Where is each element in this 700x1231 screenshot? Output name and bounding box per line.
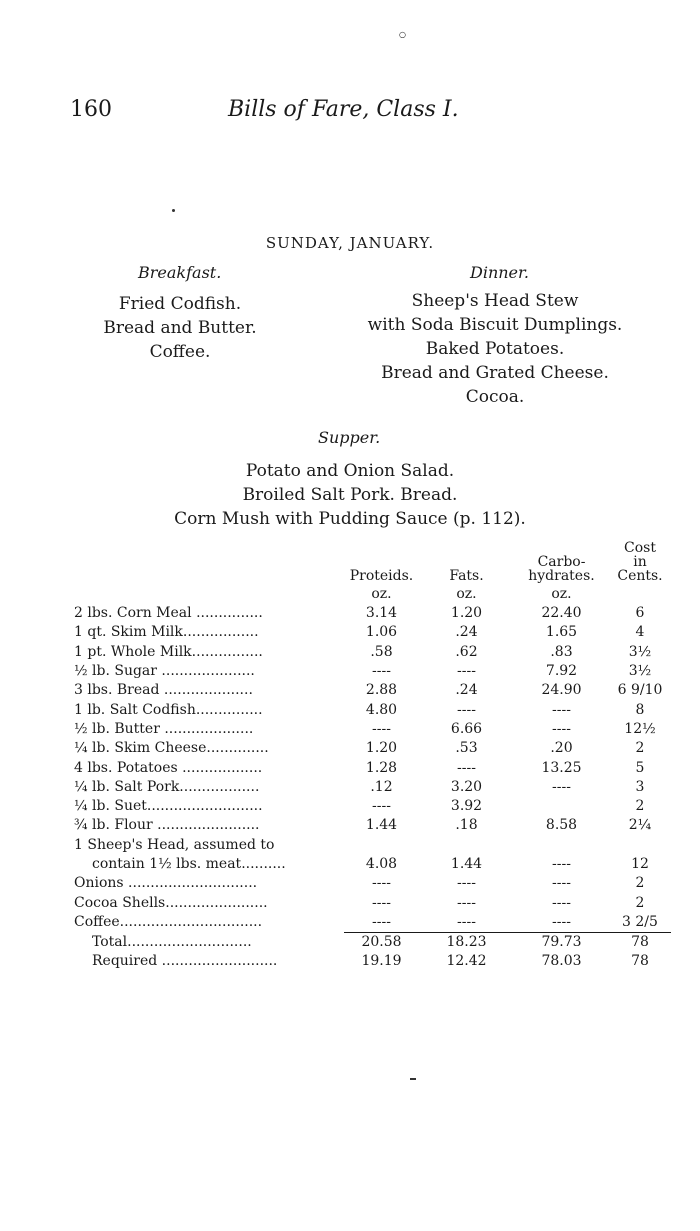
proteids-cell: 2.88 (365, 682, 398, 699)
menu-item: Bread and Butter. (103, 318, 257, 338)
cost-cell: 3½ (628, 663, 652, 680)
proteids-cell: ---- (372, 913, 391, 930)
cost-cell: 2 (635, 894, 645, 911)
fats-cell: 1.44 (450, 856, 483, 872)
proteids-cell: .58 (370, 643, 393, 660)
cost-cell: 3½ (628, 643, 652, 660)
carbo-cell: ---- (552, 913, 571, 930)
table-header-row (74, 541, 671, 585)
table-row (74, 893, 671, 912)
cost-cell: 6 9/10 (617, 682, 663, 699)
total-label: Total............................ (92, 933, 252, 950)
ingredient-cell: 1 Sheep's Head, assumed to (74, 836, 275, 853)
proteids-header: Proteids. (349, 568, 414, 584)
menu-item: Baked Potatoes. (425, 339, 565, 359)
ingredient-cell: 4 lbs. Potatoes .................. (74, 759, 263, 776)
fats-cell: .24 (455, 682, 478, 699)
table-row (74, 623, 671, 642)
nutrition-table (74, 541, 671, 972)
menu-item: Sheep's Head Stew (411, 291, 579, 311)
carbo-cell: .20 (550, 740, 573, 757)
carbo-cell: ---- (552, 778, 571, 795)
menu-item: Broiled Salt Pork. Bread. (242, 485, 458, 505)
unit-label: oz. (551, 586, 572, 602)
carbo-cell: .83 (550, 643, 573, 660)
ingredient-cell: ½ lb. Butter .................... (74, 720, 254, 737)
ink-dot (172, 209, 175, 212)
menu-item: Potato and Onion Salad. (245, 461, 455, 481)
proteids-cell: 1.28 (365, 759, 398, 776)
proteids-cell: 4.08 (365, 856, 398, 872)
fats-cell: ---- (457, 875, 476, 892)
ingredient-cell: ¼ lb. Suet.......................... (74, 798, 263, 815)
fats-cell: .62 (455, 643, 478, 660)
table-row (74, 836, 671, 855)
proteids-cell: ---- (372, 875, 391, 892)
cost-cell: 2 (635, 875, 645, 892)
ingredient-cell: ½ lb. Sugar ..................... (74, 663, 255, 680)
carbo-cell: ---- (552, 701, 571, 718)
carbo-cell (514, 836, 609, 855)
menu-item: Coffee. (149, 342, 211, 362)
table-row (74, 662, 671, 681)
fats-cell: 6.66 (450, 720, 483, 737)
dinner-heading: Dinner. (470, 263, 529, 282)
carbo-cell: 7.92 (545, 663, 578, 680)
fats-cell: ---- (457, 913, 476, 930)
table-row (74, 739, 671, 758)
breakfast-heading: Breakfast. (138, 263, 222, 282)
table-row (74, 643, 671, 662)
fats-cell: ---- (457, 894, 476, 911)
units-row (74, 585, 671, 604)
cost-cell: 2¼ (628, 817, 652, 834)
proteids-cell: 3.14 (365, 605, 398, 622)
ingredient-cell: 1 qt. Skim Milk................. (74, 624, 259, 641)
carbo-cell: ---- (552, 875, 571, 892)
running-title: Bills of Fare, Class I. (228, 97, 459, 122)
cost-cell: 5 (635, 759, 645, 776)
fats-cell: 3.20 (450, 778, 483, 795)
carbo-cell: 8.58 (545, 817, 578, 834)
required-label: Required .......................... (92, 953, 278, 970)
proteids-cell: ---- (372, 894, 391, 911)
fats-header: Fats. (449, 568, 484, 584)
cost-cell: 12 (631, 856, 649, 872)
table-row (74, 778, 671, 797)
ingredient-cell: Coffee................................ (74, 914, 263, 931)
cost-cell: 6 (635, 605, 645, 622)
page-number: 160 (70, 97, 112, 122)
supper-heading: Supper. (318, 428, 381, 447)
menu-item: Fried Codfish. (118, 294, 242, 314)
fats-cell: ---- (457, 759, 476, 776)
proteids-cell: ---- (372, 720, 391, 737)
proteids-cell: ---- (372, 798, 391, 815)
fats-cell: ---- (457, 663, 476, 680)
table-row (74, 913, 671, 933)
ink-mark (410, 1078, 416, 1080)
table-body (74, 604, 671, 933)
table-row (74, 758, 671, 777)
menu-item: Bread and Grated Cheese. (381, 363, 609, 383)
fats-cell: 3.92 (450, 798, 483, 815)
carbo-cell (514, 797, 609, 816)
ingredient-cell: Onions ............................. (74, 875, 258, 892)
cost-header: Cost in Cents. (617, 540, 663, 584)
ingredient-cell: ¼ lb. Salt Pork.................. (74, 778, 260, 795)
ingredient-cell: 2 lbs. Corn Meal ............... (74, 605, 263, 622)
table-row (74, 681, 671, 700)
day-heading: SUNDAY, JANUARY. (265, 234, 435, 252)
menu-item: with Soda Biscuit Dumplings. (367, 315, 623, 335)
cost-cell: 2 (635, 740, 645, 757)
ingredient-cell: 1 pt. Whole Milk................ (74, 643, 263, 660)
ingredient-cell: contain 1½ lbs. meat.......... (92, 856, 286, 872)
cost-cell: 8 (635, 701, 645, 718)
fats-cell (419, 836, 514, 855)
breakfast-menu (90, 292, 270, 364)
cost-cell: 3 (635, 778, 645, 795)
proteids-cell: ---- (372, 663, 391, 680)
carbo-cell: 24.90 (541, 682, 582, 699)
fats-cell: 1.20 (450, 605, 483, 622)
unit-label: oz. (371, 586, 392, 602)
table-row (74, 700, 671, 719)
fats-cell: .18 (455, 817, 478, 834)
ingredient-cell: 3 lbs. Bread .................... (74, 682, 253, 699)
total-row: Total............................ 20.58 18.23 79.73 78 (74, 933, 671, 953)
ingredient-cell: ¾ lb. Flour ....................... (74, 817, 260, 834)
carbo-cell: 22.40 (541, 605, 582, 622)
required-row: Required .......................... 19.19 12.42 78.03 78 (74, 952, 671, 971)
cost-cell: 3 2/5 (622, 913, 658, 930)
carbo-cell: ---- (552, 894, 571, 911)
ingredient-cell: Cocoa Shells....................... (74, 894, 268, 911)
carbo-cell: 1.65 (545, 624, 578, 641)
proteids-cell: .12 (370, 778, 393, 795)
ingredient-cell: 1 lb. Salt Codfish............... (74, 701, 263, 718)
supper-menu (100, 459, 600, 531)
proteids-cell: 1.06 (365, 624, 398, 641)
table-row (74, 604, 671, 623)
fats-cell: .53 (455, 740, 478, 757)
fats-cell: .24 (455, 624, 478, 641)
table-row (74, 797, 671, 816)
carbo-cell: 13.25 (541, 759, 582, 776)
table-row (74, 816, 671, 835)
carbohydrates-header: Carbo- hydrates. (528, 554, 595, 584)
printer-mark: ○ (399, 30, 406, 39)
cost-cell (609, 836, 671, 855)
ingredient-cell: ¼ lb. Skim Cheese.............. (74, 740, 269, 757)
proteids-cell (344, 836, 419, 855)
proteids-cell: 4.80 (365, 701, 398, 718)
table-row (74, 855, 671, 874)
cost-cell: 2 (635, 798, 645, 815)
fats-cell: ---- (457, 701, 476, 718)
proteids-cell: 1.20 (365, 740, 398, 757)
cost-cell: 12½ (624, 720, 656, 737)
carbo-cell: ---- (552, 856, 571, 872)
unit-label: oz. (456, 586, 477, 602)
table-row (74, 720, 671, 739)
menu-item: Corn Mush with Pudding Sauce (p. 112). (174, 509, 526, 529)
menu-item: Cocoa. (465, 387, 525, 407)
cost-cell: 4 (635, 624, 645, 641)
dinner-menu (350, 289, 640, 409)
table-row (74, 874, 671, 893)
proteids-cell: 1.44 (365, 817, 398, 834)
carbo-cell: ---- (552, 720, 571, 737)
